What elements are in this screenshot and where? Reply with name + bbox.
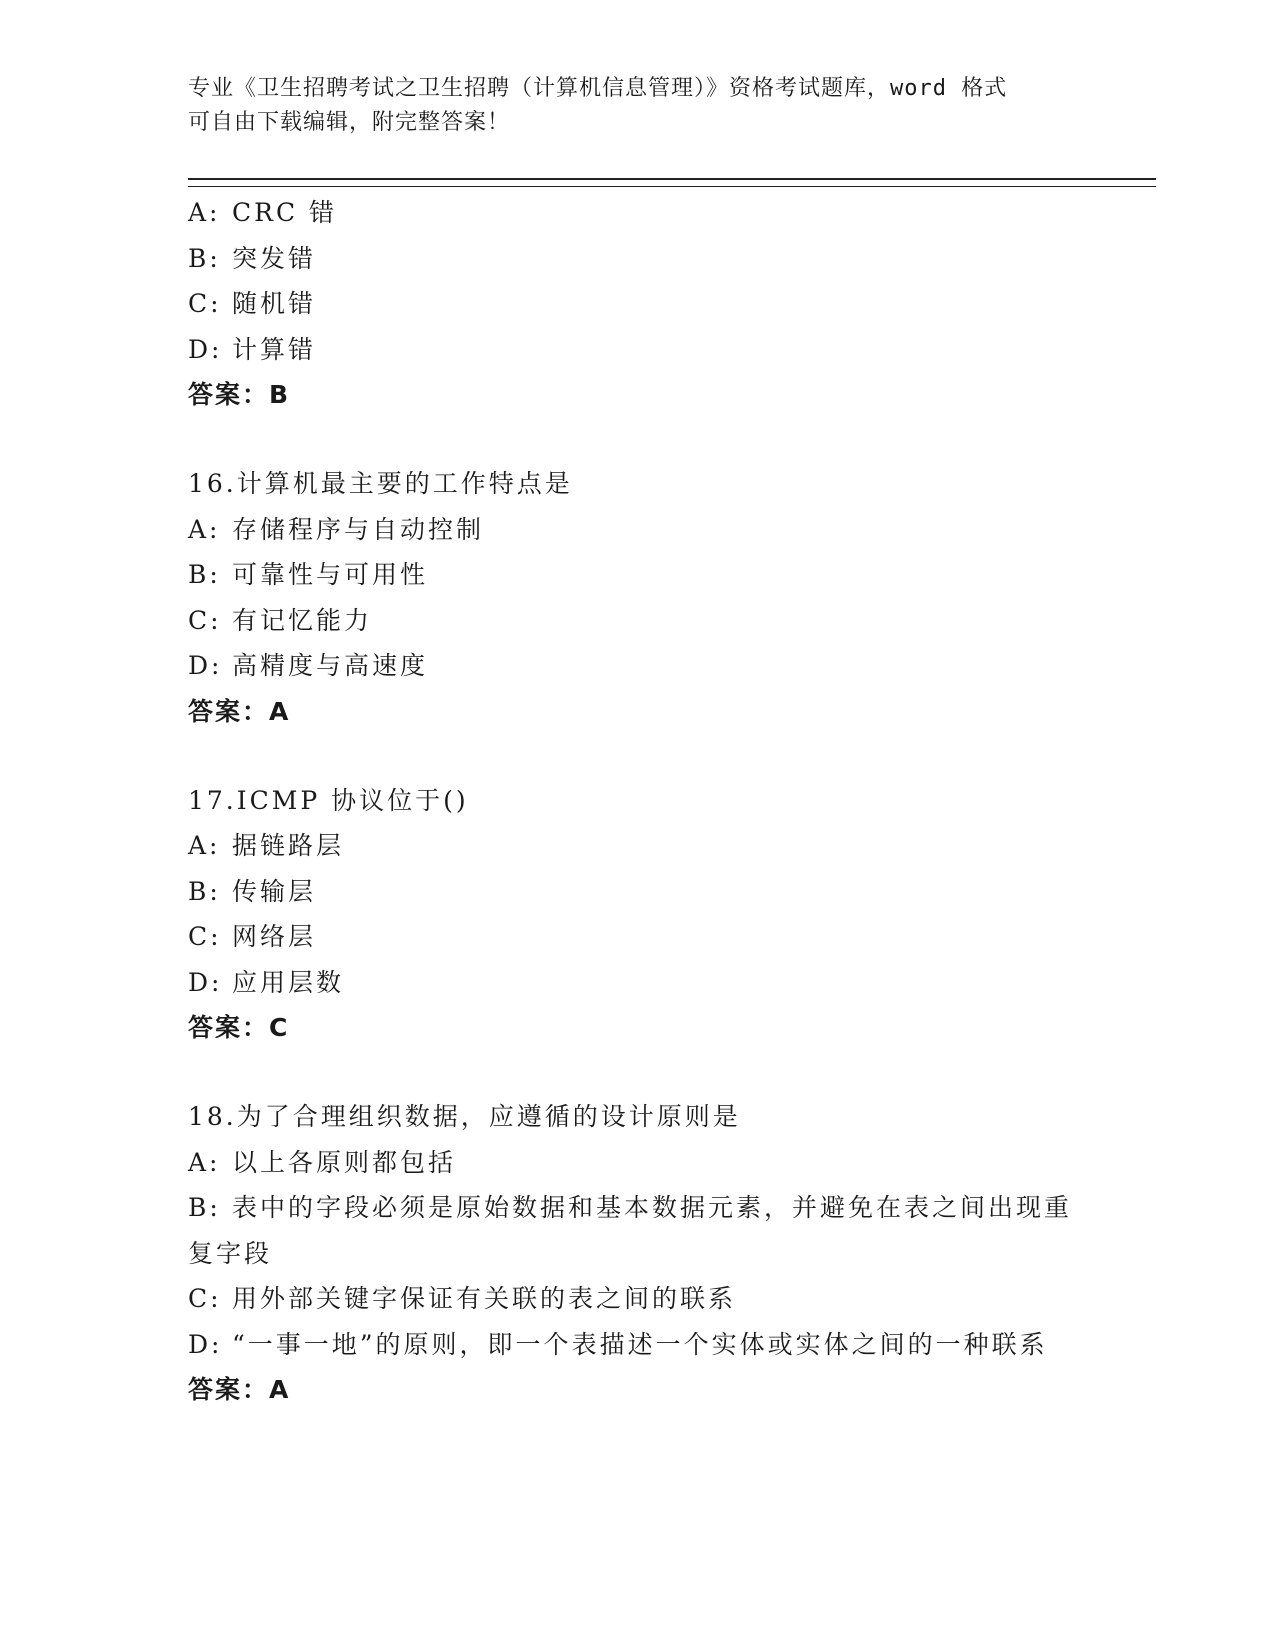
question-stem: 17.ICMP 协议位于() [188, 785, 469, 815]
option-text: 突发错 [232, 243, 317, 273]
option-c [188, 281, 1088, 327]
question-block-17 [188, 778, 1088, 1052]
option-text: 表中的字段必须是原始数据和基本数据元素，并避免在表之间出现重复字段 [188, 1193, 1073, 1268]
option-label: D: [188, 1329, 223, 1359]
option-c [188, 914, 1088, 960]
option-label: D: [188, 334, 223, 364]
option-label: D: [188, 967, 223, 997]
option-text: 高精度与高速度 [232, 651, 429, 680]
question-block-16 [188, 461, 1088, 735]
option-label: B: [188, 1193, 221, 1222]
option-label: A: [188, 831, 221, 860]
option-a [188, 507, 1088, 553]
option-label: A: [188, 514, 221, 544]
option-label: D: [188, 651, 223, 680]
option-text: “一事一地”的原则，即一个表描述一个实体或实体之间的一种联系 [232, 1329, 1048, 1359]
option-b [188, 1185, 1088, 1276]
option-b [188, 552, 1088, 598]
option-a [188, 190, 1088, 236]
answer-line: 答案：B [188, 380, 291, 409]
option-d [188, 960, 1088, 1006]
option-text: 据链路层 [232, 831, 345, 860]
question-block-15 [188, 190, 1088, 418]
answer-line: 答案：A [188, 696, 291, 726]
document-header [188, 72, 1088, 140]
option-text: 以上各原则都包括 [232, 1147, 457, 1177]
question-block-18 [188, 1094, 1088, 1413]
option-label: C: [188, 922, 222, 951]
option-text: 可靠性与可用性 [232, 560, 429, 589]
option-label: A: [188, 1147, 221, 1177]
option-label: B: [188, 560, 221, 589]
option-b [188, 236, 1088, 282]
option-c [188, 598, 1088, 644]
header-line-2: 可自由下载编辑，附完整答案！ [188, 110, 511, 135]
option-label: B: [188, 876, 221, 906]
option-text: 传输层 [232, 876, 317, 906]
question-stem: 18.为了合理组织数据，应遵循的设计原则是 [188, 1102, 741, 1131]
header-line-1: 专业《卫生招聘考试之卫生招聘（计算机信息管理）》资格考试题库，word 格式 [188, 76, 1008, 101]
option-text: 存储程序与自动控制 [232, 514, 485, 544]
option-label: C: [188, 1284, 222, 1313]
option-d [188, 327, 1088, 373]
option-text: 网络层 [232, 922, 317, 951]
option-text: 有记忆能力 [232, 605, 373, 635]
option-c [188, 1276, 1088, 1322]
option-text: 用外部关键字保证有关联的表之间的联系 [232, 1284, 737, 1313]
option-label: A: [188, 198, 221, 227]
answer-line: 答案：C [188, 1013, 290, 1042]
option-text: CRC 错 [232, 198, 338, 227]
option-label: C: [188, 605, 222, 635]
option-d [188, 1322, 1088, 1368]
option-text: 随机错 [232, 289, 317, 318]
option-a [188, 1140, 1088, 1186]
option-text: 应用层数 [232, 967, 345, 997]
option-label: B: [188, 243, 221, 273]
option-text: 计算错 [232, 334, 317, 364]
option-a [188, 823, 1088, 869]
answer-line: 答案：A [188, 1375, 291, 1404]
header-divider [188, 178, 1156, 187]
option-b [188, 869, 1088, 915]
question-stem: 16.计算机最主要的工作特点是 [188, 469, 573, 498]
option-label: C: [188, 289, 222, 318]
option-d [188, 643, 1088, 689]
question-list [188, 190, 1088, 1413]
